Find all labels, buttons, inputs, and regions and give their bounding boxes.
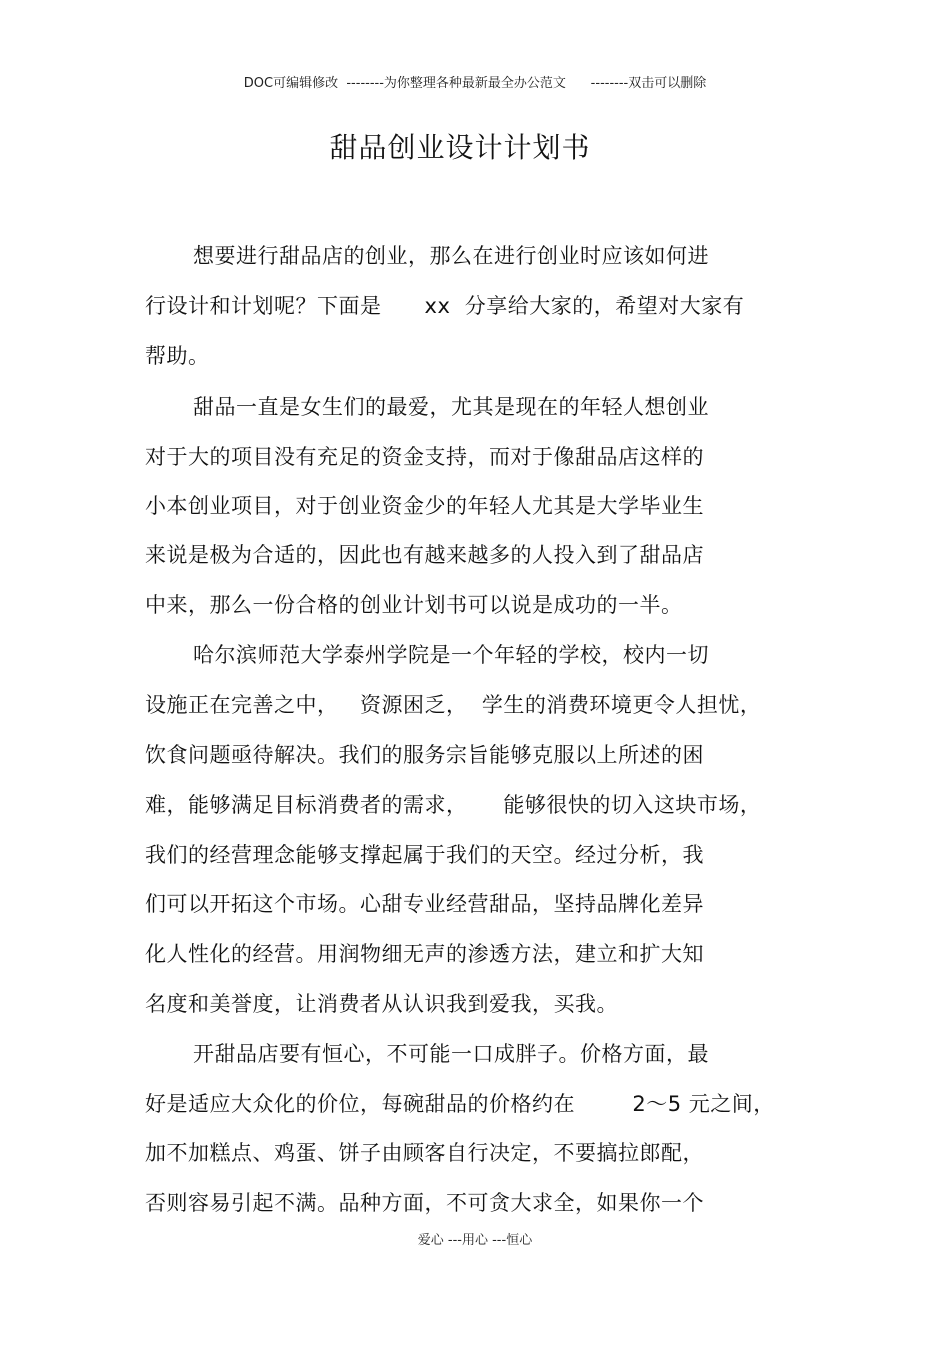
- paragraph-line: 对于大的项目没有充足的资金支持，而对于像甜品店这样的: [145, 445, 704, 469]
- paragraph-line: 哈尔滨师范大学泰州学院是一个年轻的学校，校内一切: [193, 643, 709, 667]
- paragraph-line: 想要进行甜品店的创业，那么在进行创业时应该如何进: [193, 244, 709, 268]
- paragraph-line: 们可以开拓这个市场。心甜专业经营甜品，坚持品牌化差异: [145, 892, 704, 916]
- paragraph-line: 小本创业项目，对于创业资金少的年轻人尤其是大学毕业生: [145, 494, 704, 518]
- document-title: 甜品创业设计计划书: [329, 131, 591, 164]
- paragraph-line: 好是适应大众化的价位，每碗甜品的价格约在 2～5 元之间，: [145, 1092, 775, 1116]
- paragraph-line: 难，能够满足目标消费者的需求， 能够很快的切入这块市场，: [145, 793, 762, 817]
- page-footer: 爱心 ---用心 ---恒心: [417, 1233, 533, 1248]
- paragraph-line: 中来，那么一份合格的创业计划书可以说是成功的一半。: [145, 593, 683, 617]
- paragraph-line: 我们的经营理念能够支撑起属于我们的天空。经过分析，我: [145, 843, 704, 867]
- paragraph-line: 开甜品店要有恒心，不可能一口成胖子。价格方面，最: [193, 1042, 709, 1066]
- page-header: DOC可编辑修改 --------为你整理各种最新最全办公范文 --------双击可以删除: [243, 76, 707, 91]
- paragraph-line: 化人性化的经营。用润物细无声的渗透方法，建立和扩大知: [145, 942, 704, 966]
- paragraph-line: 行设计和计划呢？下面是 xx 分享给大家的，希望对大家有: [145, 294, 745, 318]
- paragraph-line: 帮助。: [145, 344, 210, 368]
- paragraph-line: 名度和美誉度，让消费者从认识我到爱我，买我。: [145, 992, 618, 1016]
- paragraph-line: 甜品一直是女生们的最爱，尤其是现在的年轻人想创业: [193, 395, 709, 419]
- paragraph-line: 加不加糕点、鸡蛋、饼子由顾客自行决定，不要搞拉郎配，: [145, 1141, 704, 1165]
- paragraph-line: 来说是极为合适的，因此也有越来越多的人投入到了甜品店: [145, 543, 704, 567]
- paragraph-line: 否则容易引起不满。品种方面，不可贪大求全，如果你一个: [145, 1191, 704, 1215]
- paragraph-line: 设施正在完善之中， 资源困乏， 学生的消费环境更令人担忧，: [145, 693, 762, 717]
- paragraph-line: 饮食问题亟待解决。我们的服务宗旨能够克服以上所述的困: [145, 743, 704, 767]
